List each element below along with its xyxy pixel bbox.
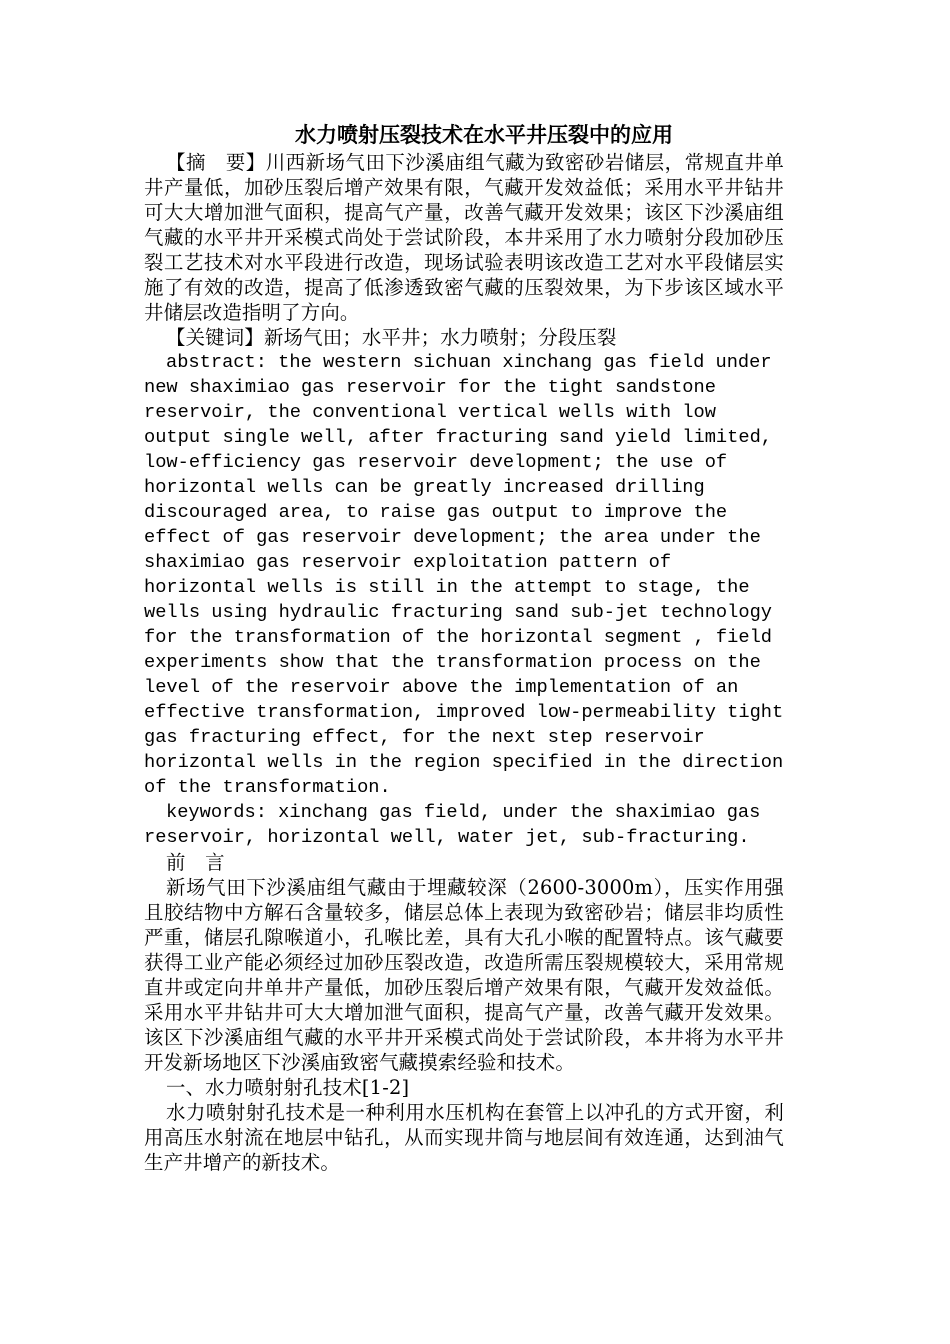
keywords-cn-label: 【关键词】	[166, 326, 264, 349]
abstract-en: abstract: the western sichuan xinchang gas field under new shaximiao gas reservoir for the tight sandstone reservoir, the conventional vertical wells with low output single well, after fracturing sand yield limited, low-efficiency gas reservoir development; the use of horizontal wells can be greatly increased drilling discouraged area, to raise gas output to improve the effect of gas reservoir development; the area under the shaximiao gas reservoir exploitation pattern of horizontal wells is still in the attempt to stage, the wells using hydraulic fracturing sand sub-jet technology for the transformation of the horizontal segment , field experiments show that the transformation process on the level of the reservoir above the implementation of an effective transformation, improved low-permeability tight gas fracturing effect, for the next step reservoir horizontal wells in the region specified in the direction of the transformation.	[144, 351, 784, 798]
keywords-en: keywords: xinchang gas field, under the shaximiao gas reservoir, horizontal well, water jet, sub-fracturing.	[144, 801, 761, 848]
abstract-cn-text: 川西新场气田下沙溪庙组气藏为致密砂岩储层，常规直井单井产量低，加砂压裂后增产效果有限，气藏开发效益低；采用水平井钻井可大大增加泄气面积，提高气产量，改善气藏开发效果；该区下沙溪庙组气藏的水平井开采模式尚处于尝试阶段，本井采用了水力喷射分段加砂压裂工艺技术对水平段进行改造，现场试验表明该改造工艺对水平段储层实施了有效的改造，提高了低渗透致密气藏的压裂效果，为下步该区域水平井储层改造指明了方向。	[144, 151, 784, 324]
section1-heading: 一、水力喷射射孔技术[1-2]	[166, 1076, 410, 1099]
section1-paragraph: 水力喷射射孔技术是一种利用水压机构在套管上以冲孔的方式开窗，利用高压水射流在地层中钻孔，从而实现井筒与地层间有效连通，达到油气生产井增产的新技术。	[144, 1101, 784, 1174]
keywords-cn	[144, 325, 784, 350]
preface-heading: 前 言	[166, 851, 225, 874]
document-page	[144, 120, 784, 1175]
document-title: 水力喷射压裂技术在水平井压裂中的应用	[295, 123, 673, 147]
abstract-cn	[144, 150, 784, 325]
preface-paragraph: 新场气田下沙溪庙组气藏由于埋藏较深（2600-3000m），压实作用强且胶结物中方解石含量较多，储层总体上表现为致密砂岩；储层非均质性严重，储层孔隙喉道小，孔喉比差，具有大孔小喉的配置特点。该气藏要获得工业产能必须经过加砂压裂改造，改造所需压裂规模较大，采用常规直井或定向井单井产量低，加砂压裂后增产效果有限，气藏开发效益低。采用水平井钻井可大大增加泄气面积，提高气产量，改善气藏开发效果。该区下沙溪庙组气藏的水平井开采模式尚处于尝试阶段，本井将为水平井开发新场地区下沙溪庙致密气藏摸索经验和技术。	[144, 876, 784, 1074]
keywords-cn-text: 新场气田；水平井；水力喷射；分段压裂	[263, 326, 617, 349]
abstract-cn-label: 【摘 要】	[166, 151, 266, 174]
